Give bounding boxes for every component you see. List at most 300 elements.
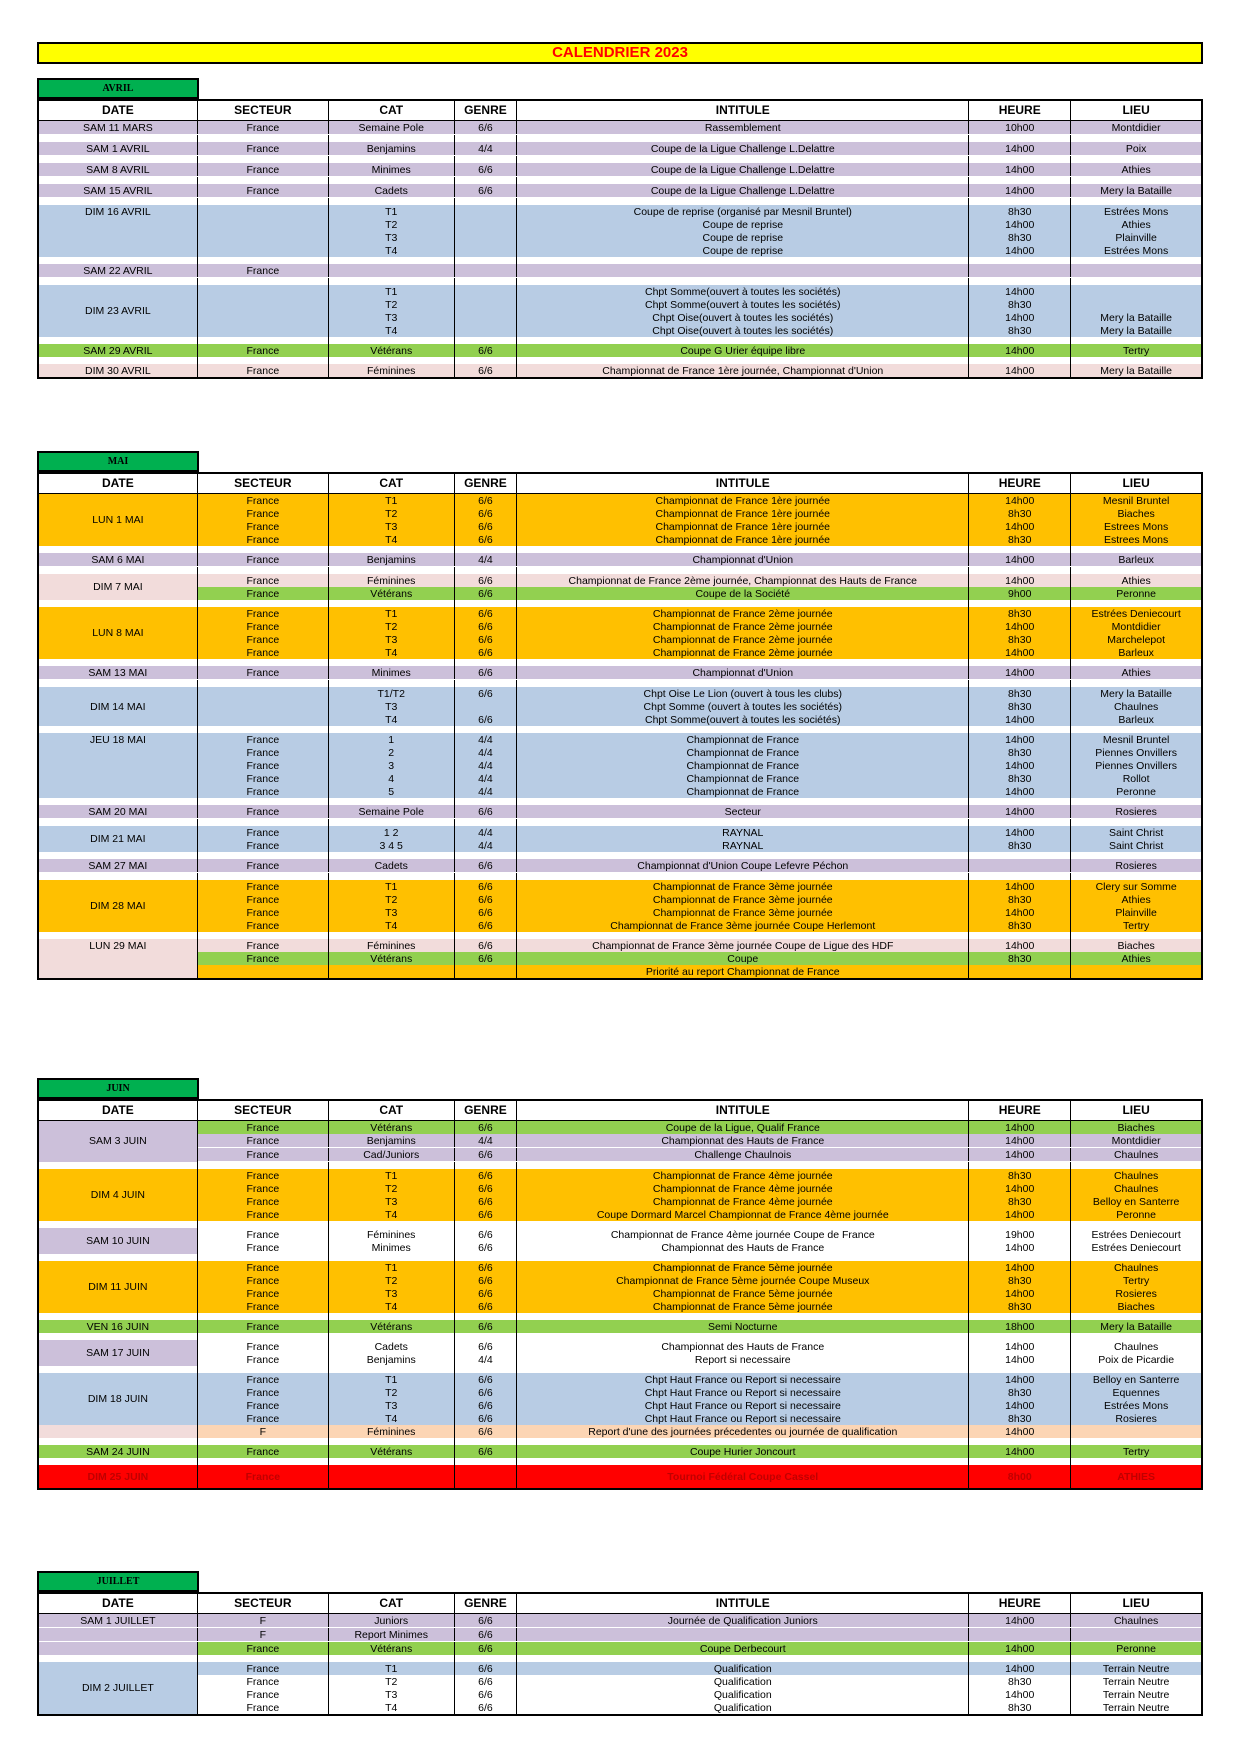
- table-row: [38, 1261, 1202, 1274]
- intitule-cell: Coupe de la Ligue Challenge L.Delattre: [517, 184, 969, 198]
- intitule-cell: Chpt Haut France ou Report si necessaire: [517, 1399, 969, 1412]
- date-cell: [38, 1628, 197, 1642]
- cat-cell: T1: [328, 205, 454, 218]
- spacer-cell: [969, 357, 1071, 364]
- lieu-cell: Athies: [1071, 218, 1202, 231]
- table-row: [38, 507, 1202, 520]
- heure-cell: 14h00: [969, 1445, 1071, 1458]
- spacer-row: [38, 257, 1202, 264]
- intitule-cell: Championnat de France 3ème journée: [517, 906, 969, 919]
- table-row: [38, 1195, 1202, 1208]
- date-cell: SAM 27 MAI: [38, 859, 197, 873]
- spacer-cell: [1071, 680, 1202, 688]
- lieu-cell: Barleux: [1071, 553, 1202, 567]
- heure-cell: 8h30: [969, 1675, 1071, 1688]
- spacer-cell: [328, 198, 454, 206]
- heure-cell: 14h00: [969, 1287, 1071, 1300]
- cat-cell: T1: [328, 880, 454, 893]
- lieu-cell: Biaches: [1071, 939, 1202, 952]
- heure-cell: 8h30: [969, 533, 1071, 546]
- table-row: [38, 1445, 1202, 1458]
- genre-cell: 6/6: [454, 587, 517, 600]
- spacer-cell: [197, 726, 328, 733]
- date-cell: SAM 15 AVRIL: [38, 184, 197, 198]
- heure-cell: 8h30: [969, 839, 1071, 852]
- spacer-cell: [197, 1254, 328, 1261]
- column-header: LIEU: [1071, 100, 1202, 121]
- secteur-cell: F: [197, 1628, 328, 1642]
- heure-cell: 18h00: [969, 1320, 1071, 1333]
- secteur-cell: France: [197, 1208, 328, 1221]
- date-cell: DIM 14 MAI: [38, 687, 197, 726]
- genre-cell: 6/6: [454, 184, 517, 198]
- spacer-cell: [454, 852, 517, 859]
- spacer-cell: [1071, 1162, 1202, 1170]
- heure-cell: 14h00: [969, 1662, 1071, 1675]
- cat-cell: T2: [328, 507, 454, 520]
- table-row: [38, 1662, 1202, 1675]
- secteur-cell: France: [197, 1134, 328, 1148]
- heure-cell: 14h00: [969, 1425, 1071, 1438]
- column-header: GENRE: [454, 1593, 517, 1614]
- secteur-cell: France: [197, 1241, 328, 1254]
- spacer-cell: [454, 198, 517, 206]
- genre-cell: 6/6: [454, 1320, 517, 1333]
- lieu-cell: Tertry: [1071, 919, 1202, 932]
- genre-cell: 6/6: [454, 1425, 517, 1438]
- column-header: SECTEUR: [197, 473, 328, 494]
- spacer-cell: [38, 156, 197, 164]
- table-row: [38, 1320, 1202, 1333]
- lieu-cell: Terrain Neutre: [1071, 1688, 1202, 1701]
- spacer-cell: [454, 1458, 517, 1465]
- heure-cell: 14h00: [969, 218, 1071, 231]
- lieu-cell: Peronne: [1071, 587, 1202, 600]
- intitule-cell: Championnat de France 5ème journée: [517, 1287, 969, 1300]
- cat-cell: T2: [328, 298, 454, 311]
- cat-cell: T4: [328, 713, 454, 726]
- secteur-cell: France: [197, 759, 328, 772]
- spacer-cell: [969, 567, 1071, 575]
- table-row: [38, 666, 1202, 680]
- intitule-cell: Championnat des Hauts de France: [517, 1241, 969, 1254]
- genre-cell: 6/6: [454, 1228, 517, 1241]
- spacer-cell: [517, 177, 969, 185]
- spacer-cell: [328, 546, 454, 553]
- spacer-row: [38, 1313, 1202, 1320]
- spacer-row: [38, 135, 1202, 143]
- date-cell: DIM 18 JUIN: [38, 1373, 197, 1425]
- cat-cell: Vétérans: [328, 1445, 454, 1458]
- genre-cell: 4/4: [454, 826, 517, 839]
- cat-cell: T2: [328, 1182, 454, 1195]
- table-row: [38, 231, 1202, 244]
- spacer-row: [38, 852, 1202, 859]
- date-cell: SAM 11 MARS: [38, 121, 197, 135]
- spacer-cell: [517, 1333, 969, 1340]
- spacer-cell: [328, 357, 454, 364]
- table-row: [38, 1675, 1202, 1688]
- spacer-row: [38, 1333, 1202, 1340]
- heure-cell: 8h30: [969, 1701, 1071, 1715]
- secteur-cell: France: [197, 1465, 328, 1489]
- spacer-cell: [1071, 873, 1202, 881]
- secteur-cell: France: [197, 952, 328, 965]
- lieu-cell: Terrain Neutre: [1071, 1662, 1202, 1675]
- secteur-cell: France: [197, 1300, 328, 1313]
- table-row: [38, 1287, 1202, 1300]
- cat-cell: Féminines: [328, 364, 454, 378]
- spacer-row: [38, 1438, 1202, 1445]
- spacer-cell: [38, 567, 197, 575]
- spacer-cell: [197, 357, 328, 364]
- spacer-cell: [328, 257, 454, 264]
- date-cell: SAM 10 JUIN: [38, 1228, 197, 1254]
- table-row: [38, 746, 1202, 759]
- lieu-cell: Chaulnes: [1071, 1148, 1202, 1162]
- lieu-cell: Montdidier: [1071, 121, 1202, 135]
- genre-cell: 4/4: [454, 759, 517, 772]
- genre-cell: 6/6: [454, 607, 517, 620]
- spacer-cell: [1071, 819, 1202, 827]
- lieu-cell: Tertry: [1071, 1274, 1202, 1287]
- cat-cell: T3: [328, 1399, 454, 1412]
- cat-cell: 3 4 5: [328, 839, 454, 852]
- spacer-cell: [969, 1313, 1071, 1320]
- table-row: [38, 311, 1202, 324]
- spacer-cell: [1071, 567, 1202, 575]
- genre-cell: 6/6: [454, 1300, 517, 1313]
- column-header: SECTEUR: [197, 1593, 328, 1614]
- genre-cell: 6/6: [454, 880, 517, 893]
- calendar-table-mai: [37, 472, 1203, 980]
- spacer-cell: [454, 1655, 517, 1662]
- spacer-cell: [197, 156, 328, 164]
- cat-cell: 1: [328, 733, 454, 746]
- spacer-cell: [454, 546, 517, 553]
- lieu-cell: Chaulnes: [1071, 1614, 1202, 1628]
- spacer-row: [38, 156, 1202, 164]
- intitule-cell: Coupe Derbecourt: [517, 1642, 969, 1656]
- secteur-cell: France: [197, 906, 328, 919]
- table-row: [38, 772, 1202, 785]
- spacer-row: [38, 1366, 1202, 1373]
- column-header: HEURE: [969, 100, 1071, 121]
- genre-cell: [454, 231, 517, 244]
- cat-cell: Féminines: [328, 939, 454, 952]
- spacer-cell: [517, 819, 969, 827]
- lieu-cell: Estrées Mons: [1071, 1399, 1202, 1412]
- lieu-cell: Chaulnes: [1071, 1182, 1202, 1195]
- genre-cell: 4/4: [454, 772, 517, 785]
- column-header: GENRE: [454, 100, 517, 121]
- spacer-cell: [38, 932, 197, 939]
- heure-cell: 14h00: [969, 494, 1071, 508]
- secteur-cell: France: [197, 733, 328, 746]
- spacer-cell: [328, 135, 454, 143]
- spacer-cell: [454, 1162, 517, 1170]
- genre-cell: [454, 1465, 517, 1489]
- genre-cell: 6/6: [454, 646, 517, 659]
- heure-cell: 14h00: [969, 1688, 1071, 1701]
- spacer-cell: [969, 198, 1071, 206]
- cat-cell: Vétérans: [328, 1642, 454, 1656]
- spacer-row: [38, 1655, 1202, 1662]
- cat-cell: 5: [328, 785, 454, 798]
- secteur-cell: France: [197, 607, 328, 620]
- secteur-cell: [197, 713, 328, 726]
- page-title: CALENDRIER 2023: [37, 42, 1203, 64]
- spacer-cell: [454, 357, 517, 364]
- spacer-cell: [454, 798, 517, 805]
- lieu-cell: Chaulnes: [1071, 1340, 1202, 1353]
- heure-cell: 14h00: [969, 1182, 1071, 1195]
- genre-cell: [454, 700, 517, 713]
- spacer-cell: [517, 357, 969, 364]
- heure-cell: [969, 859, 1071, 873]
- intitule-cell: Championnat de France: [517, 785, 969, 798]
- secteur-cell: F: [197, 1425, 328, 1438]
- spacer-cell: [969, 257, 1071, 264]
- secteur-cell: France: [197, 1121, 328, 1135]
- intitule-cell: Coupe de reprise: [517, 231, 969, 244]
- spacer-cell: [517, 1458, 969, 1465]
- spacer-row: [38, 819, 1202, 827]
- spacer-cell: [517, 567, 969, 575]
- genre-cell: 6/6: [454, 121, 517, 135]
- spacer-cell: [197, 798, 328, 805]
- lieu-cell: [1071, 1628, 1202, 1642]
- lieu-cell: Estrées Mons: [1071, 205, 1202, 218]
- heure-cell: 8h30: [969, 893, 1071, 906]
- cat-cell: 4: [328, 772, 454, 785]
- secteur-cell: France: [197, 364, 328, 378]
- heure-cell: 8h30: [969, 687, 1071, 700]
- lieu-cell: [1071, 1425, 1202, 1438]
- spacer-cell: [454, 659, 517, 666]
- date-cell: SAM 20 MAI: [38, 805, 197, 819]
- heure-cell: 14h00: [969, 713, 1071, 726]
- table-row: [38, 607, 1202, 620]
- column-header: LIEU: [1071, 1593, 1202, 1614]
- secteur-cell: France: [197, 184, 328, 198]
- spacer-cell: [517, 1438, 969, 1445]
- secteur-cell: France: [197, 553, 328, 567]
- genre-cell: 6/6: [454, 1399, 517, 1412]
- heure-cell: 8h30: [969, 772, 1071, 785]
- lieu-cell: Mery la Bataille: [1071, 324, 1202, 337]
- spacer-cell: [517, 1366, 969, 1373]
- cat-cell: T1: [328, 1662, 454, 1675]
- secteur-cell: France: [197, 633, 328, 646]
- date-cell: SAM 17 JUIN: [38, 1340, 197, 1366]
- spacer-cell: [454, 1438, 517, 1445]
- lieu-cell: Plainville: [1071, 231, 1202, 244]
- cat-cell: T4: [328, 244, 454, 257]
- table-row: [38, 494, 1202, 508]
- intitule-cell: Championnat de France 4ème journée: [517, 1169, 969, 1182]
- secteur-cell: France: [197, 520, 328, 533]
- spacer-cell: [38, 337, 197, 344]
- lieu-cell: Rosieres: [1071, 859, 1202, 873]
- date-cell: [38, 244, 197, 257]
- heure-cell: 14h00: [969, 364, 1071, 378]
- cat-cell: Vétérans: [328, 1320, 454, 1333]
- lieu-cell: Estrées Deniecourt: [1071, 1228, 1202, 1241]
- genre-cell: 4/4: [454, 1134, 517, 1148]
- spacer-cell: [969, 1254, 1071, 1261]
- spacer-cell: [197, 1313, 328, 1320]
- secteur-cell: France: [197, 1675, 328, 1688]
- heure-cell: 14h00: [969, 646, 1071, 659]
- date-cell: [38, 218, 197, 231]
- header-row: [38, 1100, 1202, 1121]
- cat-cell: T1: [328, 1261, 454, 1274]
- cat-cell: 1 2: [328, 826, 454, 839]
- spacer-cell: [197, 1438, 328, 1445]
- secteur-cell: [197, 700, 328, 713]
- lieu-cell: Athies: [1071, 952, 1202, 965]
- date-cell: DIM 25 JUIN: [38, 1465, 197, 1489]
- spacer-cell: [517, 1655, 969, 1662]
- intitule-cell: Tournoi Fédéral Coupe Cassel: [517, 1465, 969, 1489]
- cat-cell: T3: [328, 520, 454, 533]
- intitule-cell: Championnat de France 5ème journée Coupe Museux: [517, 1274, 969, 1287]
- lieu-cell: Biaches: [1071, 1300, 1202, 1313]
- spacer-cell: [1071, 198, 1202, 206]
- cat-cell: 2: [328, 746, 454, 759]
- spacer-cell: [454, 932, 517, 939]
- lieu-cell: Chaulnes: [1071, 1261, 1202, 1274]
- intitule-cell: Championnat de France 5ème journée: [517, 1300, 969, 1313]
- lieu-cell: Peronne: [1071, 1642, 1202, 1656]
- spacer-row: [38, 198, 1202, 206]
- intitule-cell: Championnat de France 4ème journée Coupe de France: [517, 1228, 969, 1241]
- date-cell: [38, 1425, 197, 1438]
- table-row: [38, 633, 1202, 646]
- spacer-cell: [969, 659, 1071, 666]
- intitule-cell: Chpt Oise(ouvert à toutes les sociétés): [517, 324, 969, 337]
- heure-cell: 8h30: [969, 700, 1071, 713]
- table-row: [38, 142, 1202, 156]
- table-row: [38, 826, 1202, 839]
- spacer-cell: [1071, 1313, 1202, 1320]
- intitule-cell: Championnat d'Union Coupe Lefevre Péchon: [517, 859, 969, 873]
- intitule-cell: Championnat de France: [517, 759, 969, 772]
- intitule-cell: Chpt Haut France ou Report si necessaire: [517, 1373, 969, 1386]
- table-row: [38, 759, 1202, 772]
- cat-cell: T1: [328, 607, 454, 620]
- heure-cell: 14h00: [969, 1241, 1071, 1254]
- intitule-cell: Chpt Somme (ouvert à toutes les sociétés): [517, 700, 969, 713]
- genre-cell: 6/6: [454, 533, 517, 546]
- spacer-cell: [454, 1254, 517, 1261]
- secteur-cell: France: [197, 1340, 328, 1353]
- date-cell: DIM 23 AVRIL: [38, 285, 197, 337]
- intitule-cell: Chpt Oise Le Lion (ouvert à tous les clubs): [517, 687, 969, 700]
- table-row: [38, 163, 1202, 177]
- secteur-cell: France: [197, 1445, 328, 1458]
- genre-cell: 6/6: [454, 520, 517, 533]
- secteur-cell: France: [197, 1195, 328, 1208]
- heure-cell: 8h30: [969, 1412, 1071, 1425]
- cat-cell: T3: [328, 231, 454, 244]
- cat-cell: Semaine Pole: [328, 805, 454, 819]
- genre-cell: 6/6: [454, 574, 517, 587]
- column-header: CAT: [328, 1593, 454, 1614]
- lieu-cell: Estrées Deniecourt: [1071, 1241, 1202, 1254]
- cat-cell: T1: [328, 1169, 454, 1182]
- secteur-cell: France: [197, 919, 328, 932]
- column-header: LIEU: [1071, 1100, 1202, 1121]
- intitule-cell: Championnat de France 1ère journée: [517, 494, 969, 508]
- genre-cell: 6/6: [454, 1701, 517, 1715]
- table-row: [38, 298, 1202, 311]
- secteur-cell: France: [197, 1662, 328, 1675]
- spacer-cell: [1071, 278, 1202, 286]
- secteur-cell: France: [197, 1412, 328, 1425]
- intitule-cell: Qualification: [517, 1675, 969, 1688]
- spacer-cell: [328, 798, 454, 805]
- spacer-cell: [197, 932, 328, 939]
- heure-cell: 14h00: [969, 1373, 1071, 1386]
- lieu-cell: Estrées Deniecourt: [1071, 607, 1202, 620]
- intitule-cell: Championnat de France 1ère journée: [517, 533, 969, 546]
- spacer-cell: [969, 546, 1071, 553]
- spacer-cell: [454, 567, 517, 575]
- table-row: [38, 184, 1202, 198]
- spacer-cell: [517, 135, 969, 143]
- spacer-cell: [454, 135, 517, 143]
- lieu-cell: Biaches: [1071, 1121, 1202, 1135]
- intitule-cell: [517, 1628, 969, 1642]
- secteur-cell: [197, 218, 328, 231]
- spacer-cell: [1071, 357, 1202, 364]
- secteur-cell: France: [197, 1148, 328, 1162]
- cat-cell: Benjamins: [328, 142, 454, 156]
- secteur-cell: [197, 205, 328, 218]
- table-row: [38, 1208, 1202, 1221]
- intitule-cell: Championnat de France 3ème journée Coupe de Ligue des HDF: [517, 939, 969, 952]
- genre-cell: 4/4: [454, 746, 517, 759]
- genre-cell: [454, 311, 517, 324]
- heure-cell: 14h00: [969, 805, 1071, 819]
- table-row: [38, 285, 1202, 298]
- spacer-cell: [1071, 1366, 1202, 1373]
- spacer-cell: [517, 1221, 969, 1228]
- cat-cell: T4: [328, 1701, 454, 1715]
- intitule-cell: Coupe de reprise (organisé par Mesnil Bruntel): [517, 205, 969, 218]
- spacer-cell: [328, 1162, 454, 1170]
- cat-cell: Minimes: [328, 163, 454, 177]
- date-cell: DIM 16 AVRIL: [38, 205, 197, 218]
- genre-cell: 6/6: [454, 1386, 517, 1399]
- cat-cell: T2: [328, 1274, 454, 1287]
- lieu-cell: Barleux: [1071, 713, 1202, 726]
- spacer-cell: [454, 1333, 517, 1340]
- lieu-cell: Saint Christ: [1071, 826, 1202, 839]
- heure-cell: 14h00: [969, 574, 1071, 587]
- table-row: [38, 205, 1202, 218]
- genre-cell: 6/6: [454, 1675, 517, 1688]
- intitule-cell: Championnat de France 4ème journée: [517, 1195, 969, 1208]
- spacer-cell: [328, 1313, 454, 1320]
- table-row: [38, 1274, 1202, 1287]
- table-row: [38, 1241, 1202, 1254]
- cat-cell: Benjamins: [328, 1134, 454, 1148]
- secteur-cell: France: [197, 880, 328, 893]
- table-row: [38, 687, 1202, 700]
